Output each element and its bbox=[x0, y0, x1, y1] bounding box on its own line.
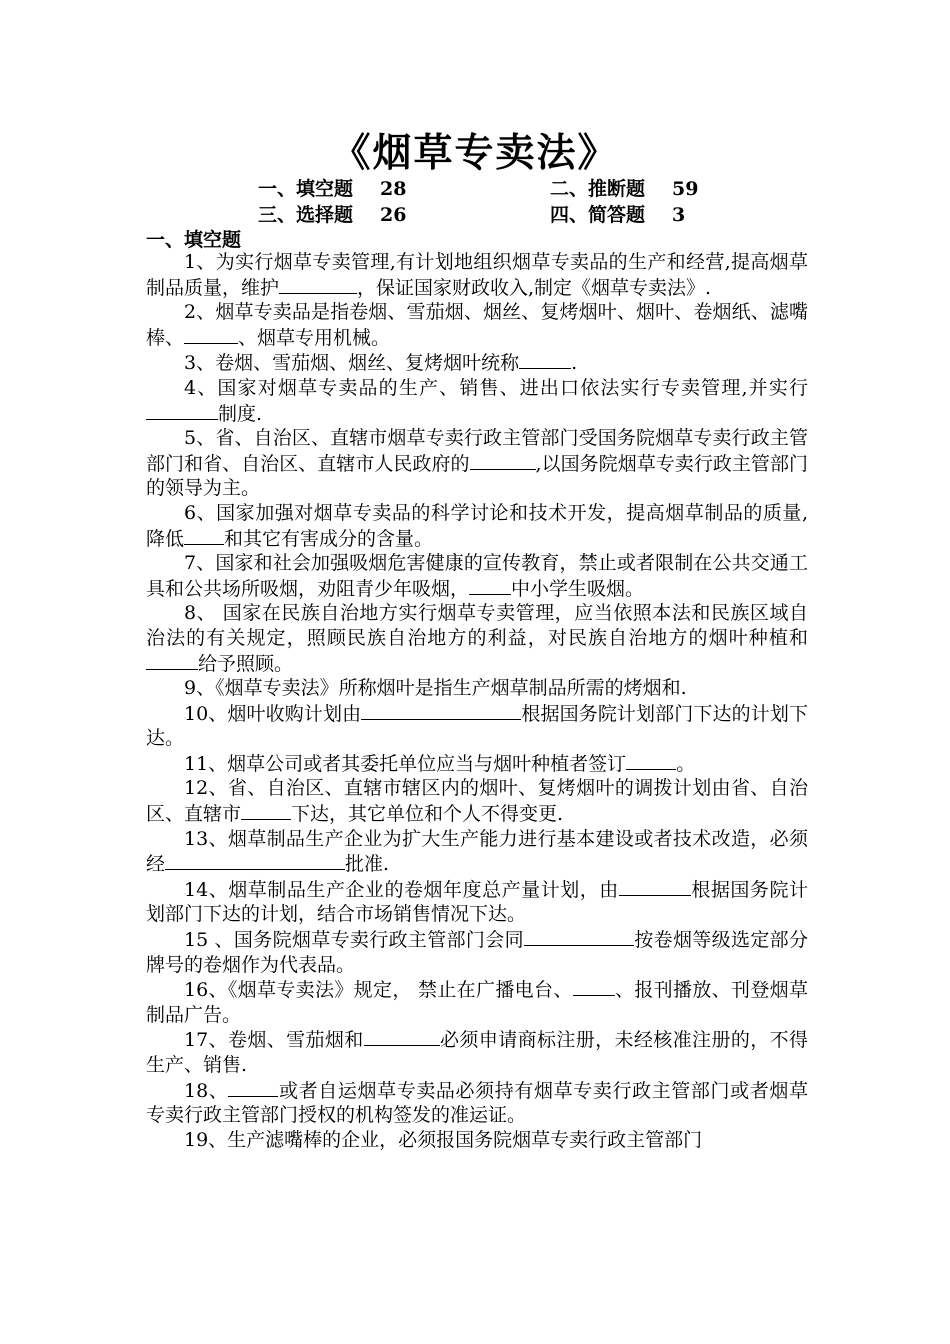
answer-blank bbox=[524, 927, 634, 946]
question-item bbox=[146, 601, 808, 676]
question-text: 17、卷烟、雪茄烟和 bbox=[184, 1029, 364, 1052]
answer-blank bbox=[279, 275, 357, 294]
summary-label: 四、简答题 bbox=[550, 204, 646, 226]
summary-label: 二、推断题 bbox=[550, 178, 646, 200]
question-text: . bbox=[680, 677, 687, 700]
question-text: 、烟草专用机械。 bbox=[238, 326, 391, 349]
question-text: 批准. bbox=[345, 853, 390, 876]
question-item bbox=[146, 1027, 808, 1077]
question-text: 15 、国务院烟草专卖行政主管部门会同 bbox=[184, 929, 524, 952]
question-text: . bbox=[571, 352, 578, 375]
question-text: ,以国务院烟草专卖行政主管部门的领导为主。 bbox=[146, 452, 808, 500]
answer-blank bbox=[146, 651, 198, 670]
question-text: 12、省、自治区、直辖市辖区内的烟叶、复烤烟叶的调拨计划由省、自治区、直辖市 bbox=[146, 777, 808, 826]
question-text: 10、烟叶收购计划由 bbox=[184, 702, 362, 725]
answer-blank bbox=[626, 751, 676, 770]
question-text: 8、 国家在民族自治地方实行烟草专卖管理，应当依照本法和民族区域自治法的有关规定，照顾民族自治地方的利益，对民族自治地方的烟叶种植和 bbox=[146, 602, 808, 649]
question-text: 7、国家和社会加强吸烟危害健康的宣传教育，禁止或者限制在公共交通工具和公共场所吸烟，劝阻青少年吸烟， bbox=[146, 552, 808, 600]
answer-blank bbox=[573, 977, 615, 996]
section-heading: 一、填空题 bbox=[146, 229, 242, 251]
summary-label: 一、填空题 bbox=[258, 178, 354, 200]
question-text: 给予照顾。 bbox=[198, 652, 294, 675]
question-text: 5、省、自治区、直辖市烟草专卖行政主管部门受国务院烟草专卖行政主管部门和省、自治区、直辖市人民政府的 bbox=[146, 427, 808, 475]
question-text: 19、生产滤嘴棒的企业，必须报国务院烟草专卖行政主管部门 bbox=[184, 1128, 703, 1151]
question-item bbox=[146, 250, 808, 300]
summary-count: 59 bbox=[672, 178, 699, 200]
answer-blank bbox=[519, 350, 571, 369]
question-text: 11、烟草公司或者其委托单位应当与烟叶种植者签订 bbox=[184, 752, 627, 775]
question-text: 3、卷烟、雪茄烟、烟丝、复烤烟叶统称 bbox=[184, 352, 520, 375]
answer-blank bbox=[619, 877, 691, 896]
summary-count: 26 bbox=[380, 204, 407, 226]
question-text: 4、国家对烟草专卖品的生产、销售、进出口依法实行专卖管理,并实行 bbox=[184, 376, 808, 399]
question-text: 18、 bbox=[184, 1079, 229, 1102]
question-item bbox=[146, 676, 808, 701]
question-text: 2、烟草专卖品是指卷烟、雪茄烟、烟丝、复烤烟叶、烟叶、卷烟纸、滤嘴棒、 bbox=[146, 301, 808, 349]
answer-blank bbox=[364, 1027, 440, 1046]
summary-count: 3 bbox=[672, 204, 686, 226]
answer-blank bbox=[165, 851, 345, 870]
answer-blank bbox=[470, 451, 536, 470]
question-item bbox=[146, 551, 808, 601]
answer-blank bbox=[184, 325, 238, 344]
question-text: 根据国务院计划部门下达的计划，结合市场销售情况下达。 bbox=[146, 878, 808, 926]
question-item bbox=[146, 776, 808, 826]
answer-blank bbox=[241, 801, 291, 820]
answer-blank bbox=[228, 1078, 278, 1097]
question-text: 或者自运烟草专卖品必须持有烟草专卖行政主管部门或者烟草专卖行政主管部门授权的机构签发的准运证。 bbox=[146, 1079, 808, 1127]
question-item bbox=[146, 1078, 808, 1128]
question-text: 中小学生吸烟。 bbox=[511, 577, 645, 600]
question-list bbox=[146, 250, 808, 1152]
question-item bbox=[146, 426, 808, 501]
question-item bbox=[146, 877, 808, 927]
question-item bbox=[146, 376, 808, 426]
question-text: 根据国务院计划部门下达的计划下达。 bbox=[146, 702, 808, 750]
question-text: 必须申请商标注册，未经核准注册的，不得生产、销售. bbox=[146, 1029, 808, 1076]
question-text: 制度. bbox=[218, 402, 263, 425]
question-item bbox=[146, 751, 808, 777]
answer-blank bbox=[469, 576, 511, 595]
question-text: 按卷烟等级选定部分牌号的卷烟作为代表品。 bbox=[146, 929, 808, 976]
question-text: 6、国家加强对烟草专卖品的科学讨论和技术开发，提高烟草制品的质量,降低 bbox=[146, 501, 808, 550]
question-text: 和其它有害成分的含量。 bbox=[224, 527, 434, 550]
answer-blank bbox=[146, 401, 218, 420]
question-text: 。 bbox=[676, 752, 696, 775]
question-item bbox=[146, 350, 808, 376]
question-text: 16、《烟草专卖法》规定， 禁止在广播电台、 bbox=[184, 979, 573, 1002]
question-item bbox=[146, 300, 808, 350]
summary-row-1 bbox=[258, 174, 698, 201]
question-item bbox=[146, 827, 808, 877]
summary-label: 三、选择题 bbox=[258, 204, 354, 226]
document-title: 《烟草专卖法》 bbox=[331, 130, 619, 176]
question-item bbox=[146, 977, 808, 1027]
question-text: 13、烟草制品生产企业为扩大生产能力进行基本建设或者技术改造，必须经 bbox=[146, 827, 808, 876]
question-item bbox=[146, 701, 808, 751]
question-item bbox=[146, 927, 808, 977]
summary-row-2 bbox=[258, 200, 685, 227]
question-item bbox=[146, 1128, 808, 1153]
question-item bbox=[146, 501, 808, 551]
question-text: 9、《烟草专卖法》所称烟叶是指生产烟草制品所需的烤烟和 bbox=[184, 677, 681, 700]
question-text: 14、烟草制品生产企业的卷烟年度总产量计划，由 bbox=[184, 878, 619, 901]
answer-blank bbox=[184, 526, 224, 545]
answer-blank bbox=[361, 701, 521, 720]
question-text: 1、为实行烟草专卖管理,有计划地组织烟草专卖品的生产和经营,提高烟草制品质量，维护 bbox=[146, 251, 808, 299]
question-text: 下达，其它单位和个人不得变更. bbox=[291, 803, 564, 826]
question-text: ，保证国家财政收入,制定《烟草专卖法》. bbox=[357, 276, 712, 299]
summary-count: 28 bbox=[380, 178, 407, 200]
question-text: 、报刊播放、刊登烟草制品广告。 bbox=[146, 979, 808, 1026]
